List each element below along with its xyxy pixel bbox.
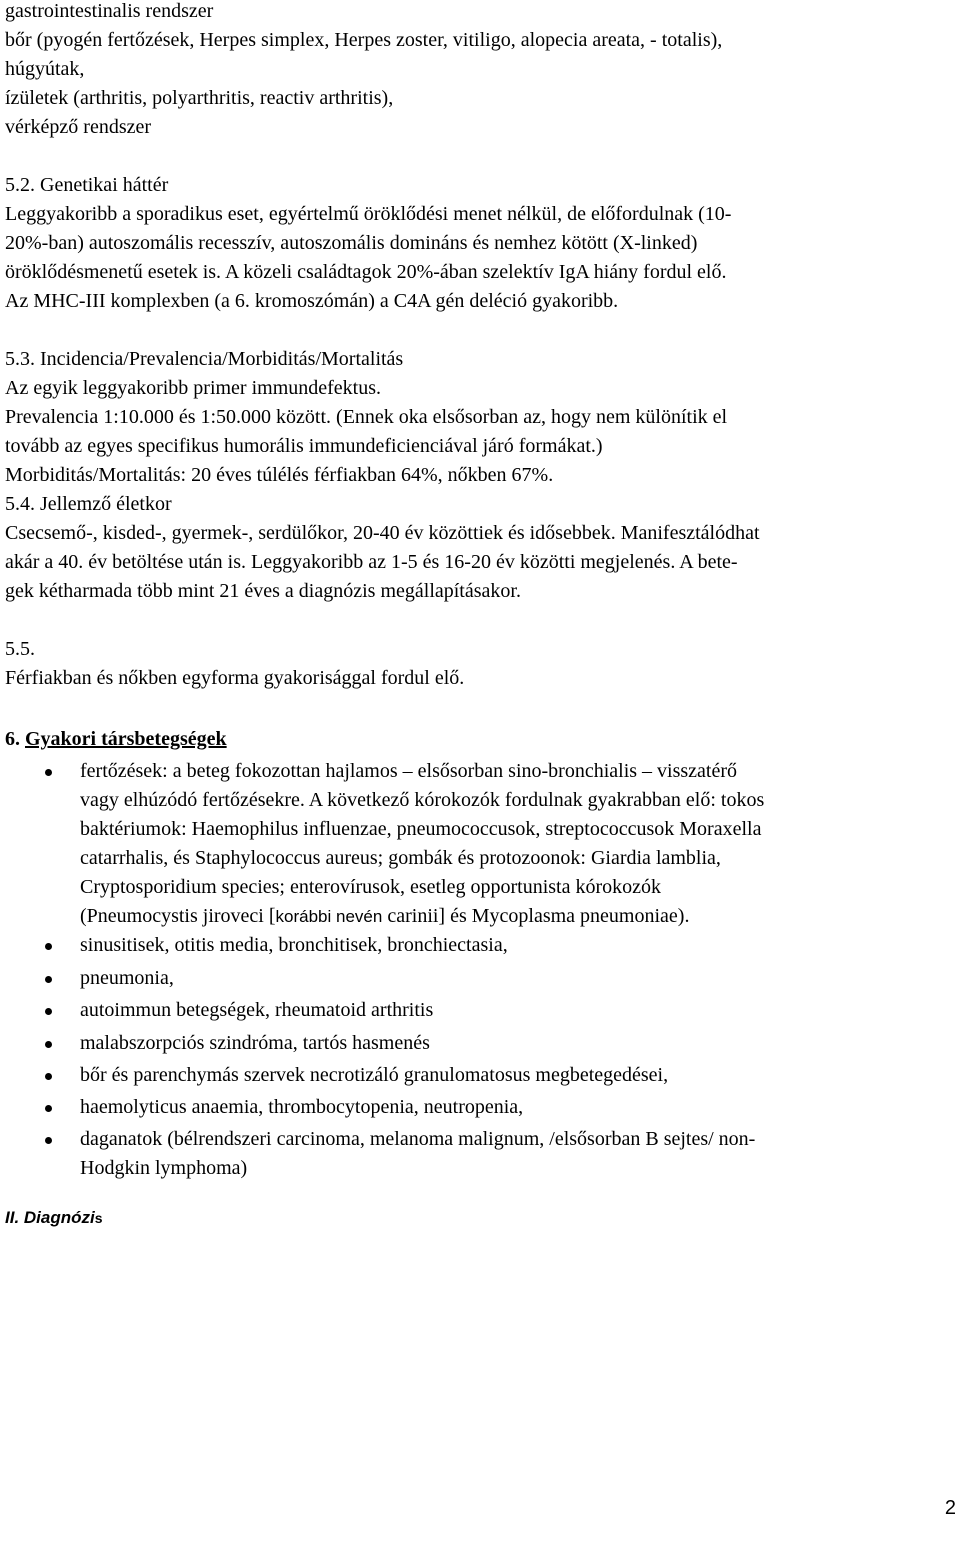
bullet-text-line: fertőzések: a beteg fokozottan hajlamos – elsősorban sino-bronchialis – visszatérő [80, 760, 738, 782]
text-line: öröklődésmenetű esetek is. A közeli családtagok 20%-ában szelektív IgA hiány fordul elő. [5, 261, 727, 283]
text-line: Morbiditás/Mortalitás: 20 éves túlélés férfiakban 64%, nőkben 67%. [5, 464, 554, 486]
bullet-text-line [80, 902, 689, 931]
text-line: Leggyakoribb a sporadikus eset, egyértelmű öröklődési menet nélkül, de előfordulnak (10- [5, 203, 732, 225]
text-line: Az MHC-III komplexben (a 6. kromoszómán) a C4A gén deléció gyakoribb. [5, 290, 619, 312]
bullet-text-line: baktériumok: Haemophilus influenzae, pneumococcusok, streptococcusok Moraxella [80, 818, 762, 840]
text-fragment: korábbi nevén [275, 907, 383, 926]
bullet-text-line: Hodgkin lymphoma) [80, 1157, 248, 1179]
text-line: bőr (pyogén fertőzések, Herpes simplex, Herpes zoster, vitiligo, alopecia areata, - totalis), [5, 29, 723, 51]
text-line: húgyútak, [5, 58, 85, 80]
text-fragment: carinii] és Mycoplasma pneumoniae). [382, 905, 690, 927]
bullet-icon [45, 1073, 52, 1080]
bullet-icon [45, 943, 52, 950]
section-heading: 5.4. Jellemző életkor [5, 493, 172, 515]
text-line: Férfiakban és nőkben egyforma gyakorisággal fordul elő. [5, 667, 465, 689]
section-number: 6. [5, 728, 25, 750]
bullet-text-line: bőr és parenchymás szervek necrotizáló granulomatosus megbetegedései, [80, 1064, 669, 1086]
section-6-heading [5, 725, 227, 754]
bullet-text-line: vagy elhúzódó fertőzésekre. A következő kórokozók fordulnak gyakrabban elő: tokos [80, 789, 765, 811]
bullet-text-line: Cryptosporidium species; enterovírusok, esetleg opportunista kórokozók [80, 876, 662, 898]
diagnosis-title-tail: s [94, 1210, 103, 1226]
text-fragment: (Pneumocystis jiroveci [ [80, 905, 276, 927]
bullet-text-line: malabszorpciós szindróma, tartós hasmenés [80, 1032, 430, 1054]
bullet-icon [45, 1041, 52, 1048]
text-line: gek kétharmada több mint 21 éves a diagnózis megállapításakor. [5, 580, 521, 602]
bullet-icon [45, 1137, 52, 1144]
bullet-icon [45, 1105, 52, 1112]
text-line: vérképző rendszer [5, 116, 152, 138]
bullet-icon [45, 976, 52, 983]
bullet-icon [45, 769, 52, 776]
bullet-text-line: haemolyticus anaemia, thrombocytopenia, neutropenia, [80, 1096, 524, 1118]
text-line: Csecsemő-, kisded-, gyermek-, serdülőkor, 20-40 év közöttiek és idősebbek. Manifesztálódhat [5, 522, 760, 544]
section-heading: 5.3. Incidencia/Prevalencia/Morbiditás/Mortalitás [5, 348, 404, 370]
text-line: Prevalencia 1:10.000 és 1:50.000 között. (Ennek oka elsősorban az, hogy nem különítik el [5, 406, 728, 428]
text-line: gastrointestinalis rendszer [5, 0, 214, 22]
bullet-text-line: autoimmun betegségek, rheumatoid arthritis [80, 999, 434, 1021]
bullet-text-line: pneumonia, [80, 967, 174, 989]
bullet-icon [45, 1008, 52, 1015]
diagnosis-title: II. Diagnózi [5, 1208, 95, 1227]
text-line: tovább az egyes specifikus humorális immundeficienciával járó formákat.) [5, 435, 603, 457]
text-line: 20%-ban) autoszomális recesszív, autoszomális domináns és nemhez kötött (X-linked) [5, 232, 698, 254]
bullet-text-line: daganatok (bélrendszeri carcinoma, melanoma malignum, /elsősorban B sejtes/ non- [80, 1128, 756, 1150]
diagnosis-heading [5, 1203, 103, 1233]
page-number: 2 [944, 1497, 956, 1519]
section-title: Gyakori társbetegségek [25, 728, 227, 750]
text-line: akár a 40. év betöltése után is. Leggyakoribb az 1-5 és 16-20 év közötti megjelenés. A bete- [5, 551, 738, 573]
text-line: ízületek (arthritis, polyarthritis, reactiv arthritis), [5, 87, 394, 109]
bullet-text-line: sinusitisek, otitis media, bronchitisek, bronchiectasia, [80, 934, 508, 956]
section-heading: 5.5. [5, 638, 35, 660]
section-heading: 5.2. Genetikai háttér [5, 174, 169, 196]
bullet-text-line: catarrhalis, és Staphylococcus aureus; gombák és protozoonok: Giardia lamblia, [80, 847, 721, 869]
text-line: Az egyik leggyakoribb primer immundefektus. [5, 377, 382, 399]
